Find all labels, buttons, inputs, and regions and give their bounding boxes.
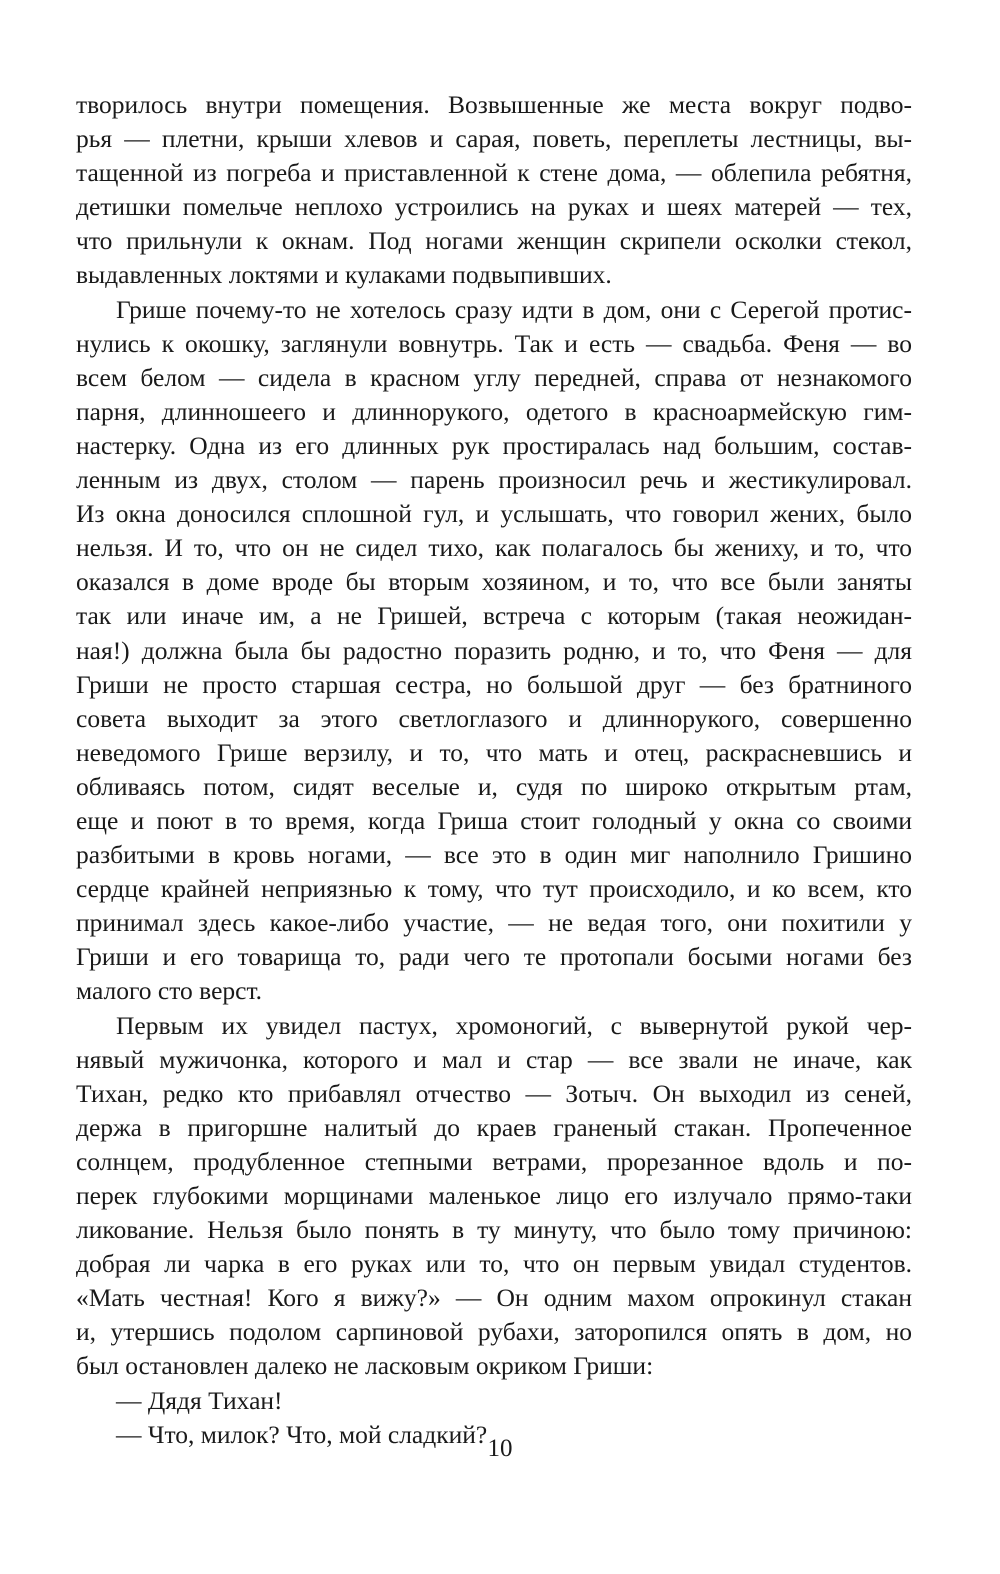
- text-line: Из окна доносился сплошной гул, и услышать, что говорил жених, было: [76, 499, 912, 529]
- paragraph: [76, 1384, 912, 1418]
- page-number: 10: [487, 1435, 513, 1462]
- page-body: [76, 88, 912, 1452]
- text-line: был остановлен далеко не ласковым окриком Гриши:: [76, 1351, 654, 1381]
- text-line: что прильнули к окнам. Под ногами женщин скрипели осколки стекол,: [76, 226, 912, 256]
- text-line: — Дядя Тихан!: [116, 1385, 283, 1415]
- text-line: всем белом — сидела в красном углу передней, справа от незнакомого: [76, 362, 912, 392]
- text-line: Гриши не просто старшая сестра, но большой друг — без братниного: [76, 669, 912, 699]
- text-line: еще и поют в то время, когда Гриша стоит голодный у окна со своими: [76, 805, 912, 835]
- text-line: перек глубокими морщинами маленькое лицо его излучало прямо-таки: [76, 1181, 912, 1210]
- text-line: ликование. Нельзя было понять в ту минуту, что было тому причиною:: [76, 1215, 912, 1245]
- text-line: сердце крайней неприязнью к тому, что тут происходило, и ко всем, кто: [76, 874, 912, 904]
- paragraph: [76, 1009, 912, 1384]
- text-line: разбитыми в кровь ногами, — все это в один миг наполнило Гришино: [76, 840, 912, 870]
- text-line: нявый мужичонка, которого и мал и стар — все звали не иначе, как: [76, 1044, 912, 1074]
- text-line: «Мать честная! Кого я вижу?» — Он одним махом опрокинул стакан: [76, 1283, 912, 1313]
- text-line: так или иначе им, а не Гришей, встреча с которым (такая неожидан-: [76, 601, 912, 631]
- text-line: добрая ли чарка в его руках или то, что он первым увидал студентов.: [76, 1249, 912, 1279]
- paragraph: [76, 88, 912, 293]
- text-line: принимал здесь какое-либо участие, — не ведая того, они похитили у: [76, 908, 912, 938]
- text-line: Гриши и его товарища то, ради чего те протопали босыми ногами без: [76, 942, 912, 972]
- text-line: Тихан, редко кто прибавлял отчество — Зотыч. Он выходил из сеней,: [76, 1078, 912, 1108]
- text-line: детишки помельче неплохо устроились на руках и шеях матерей — тех,: [76, 192, 912, 222]
- text-line: обливаясь потом, сидят веселые и, судя по широко открытым ртам,: [76, 771, 912, 801]
- text-line: совета выходит за этого светлоглазого и длиннорукого, совершенно: [76, 703, 912, 733]
- text-line: ленным из двух, столом — парень произносил речь и жестикулировал.: [76, 465, 912, 495]
- text-line: рья — плетни, крыши хлевов и сарая, поветь, переплеты лестницы, вы-: [76, 124, 912, 154]
- text-line: тащенной из погреба и приставленной к стене дома, — облепила ребятня,: [76, 158, 912, 188]
- text-line: настерку. Одна из его длинных рук простиралась над большим, состав-: [76, 430, 912, 460]
- text-line: неведомого Грише верзилу, и то, что мать и отец, раскрасневшись и: [76, 737, 912, 767]
- text-line: парня, длинношеего и длиннорукого, одетого в красноармейскую гим-: [76, 396, 912, 426]
- text-line: оказался в доме вроде бы вторым хозяином, и то, что все были заняты: [76, 567, 912, 597]
- text-line: нулись к окошку, заглянули вовнутрь. Так и есть — свадьба. Феня — во: [76, 328, 912, 358]
- text-line: — Что, милок? Что, мой сладкий?: [116, 1419, 488, 1449]
- text-line: держа в пригоршне налитый до краев граненый стакан. Пропеченное: [76, 1112, 912, 1142]
- text-line: ная!) должна была бы радостно поразить родню, и то, что Феня — для: [76, 635, 912, 665]
- text-line: малого сто верст.: [76, 976, 263, 1006]
- text-line: выдавленных локтями и кулаками подвыпивших.: [76, 260, 612, 290]
- text-line: Первым их увидел пастух, хромоногий, с вывернутой рукой чер-: [116, 1010, 912, 1040]
- text-line: Грише почему-то не хотелось сразу идти в дом, они с Серегой протис-: [116, 294, 912, 324]
- text-line: и, утершись подолом сарпиновой рубахи, заторопился опять в дом, но: [76, 1317, 912, 1347]
- text-line: творилось внутри помещения. Возвышенные же места вокруг подво-: [76, 90, 912, 119]
- text-line: нельзя. И то, что он не сидел тихо, как полагалось бы жениху, и то, что: [76, 533, 912, 563]
- text-line: солнцем, продубленное степными ветрами, прорезанное вдоль и по-: [76, 1146, 912, 1176]
- paragraph: [76, 293, 912, 1009]
